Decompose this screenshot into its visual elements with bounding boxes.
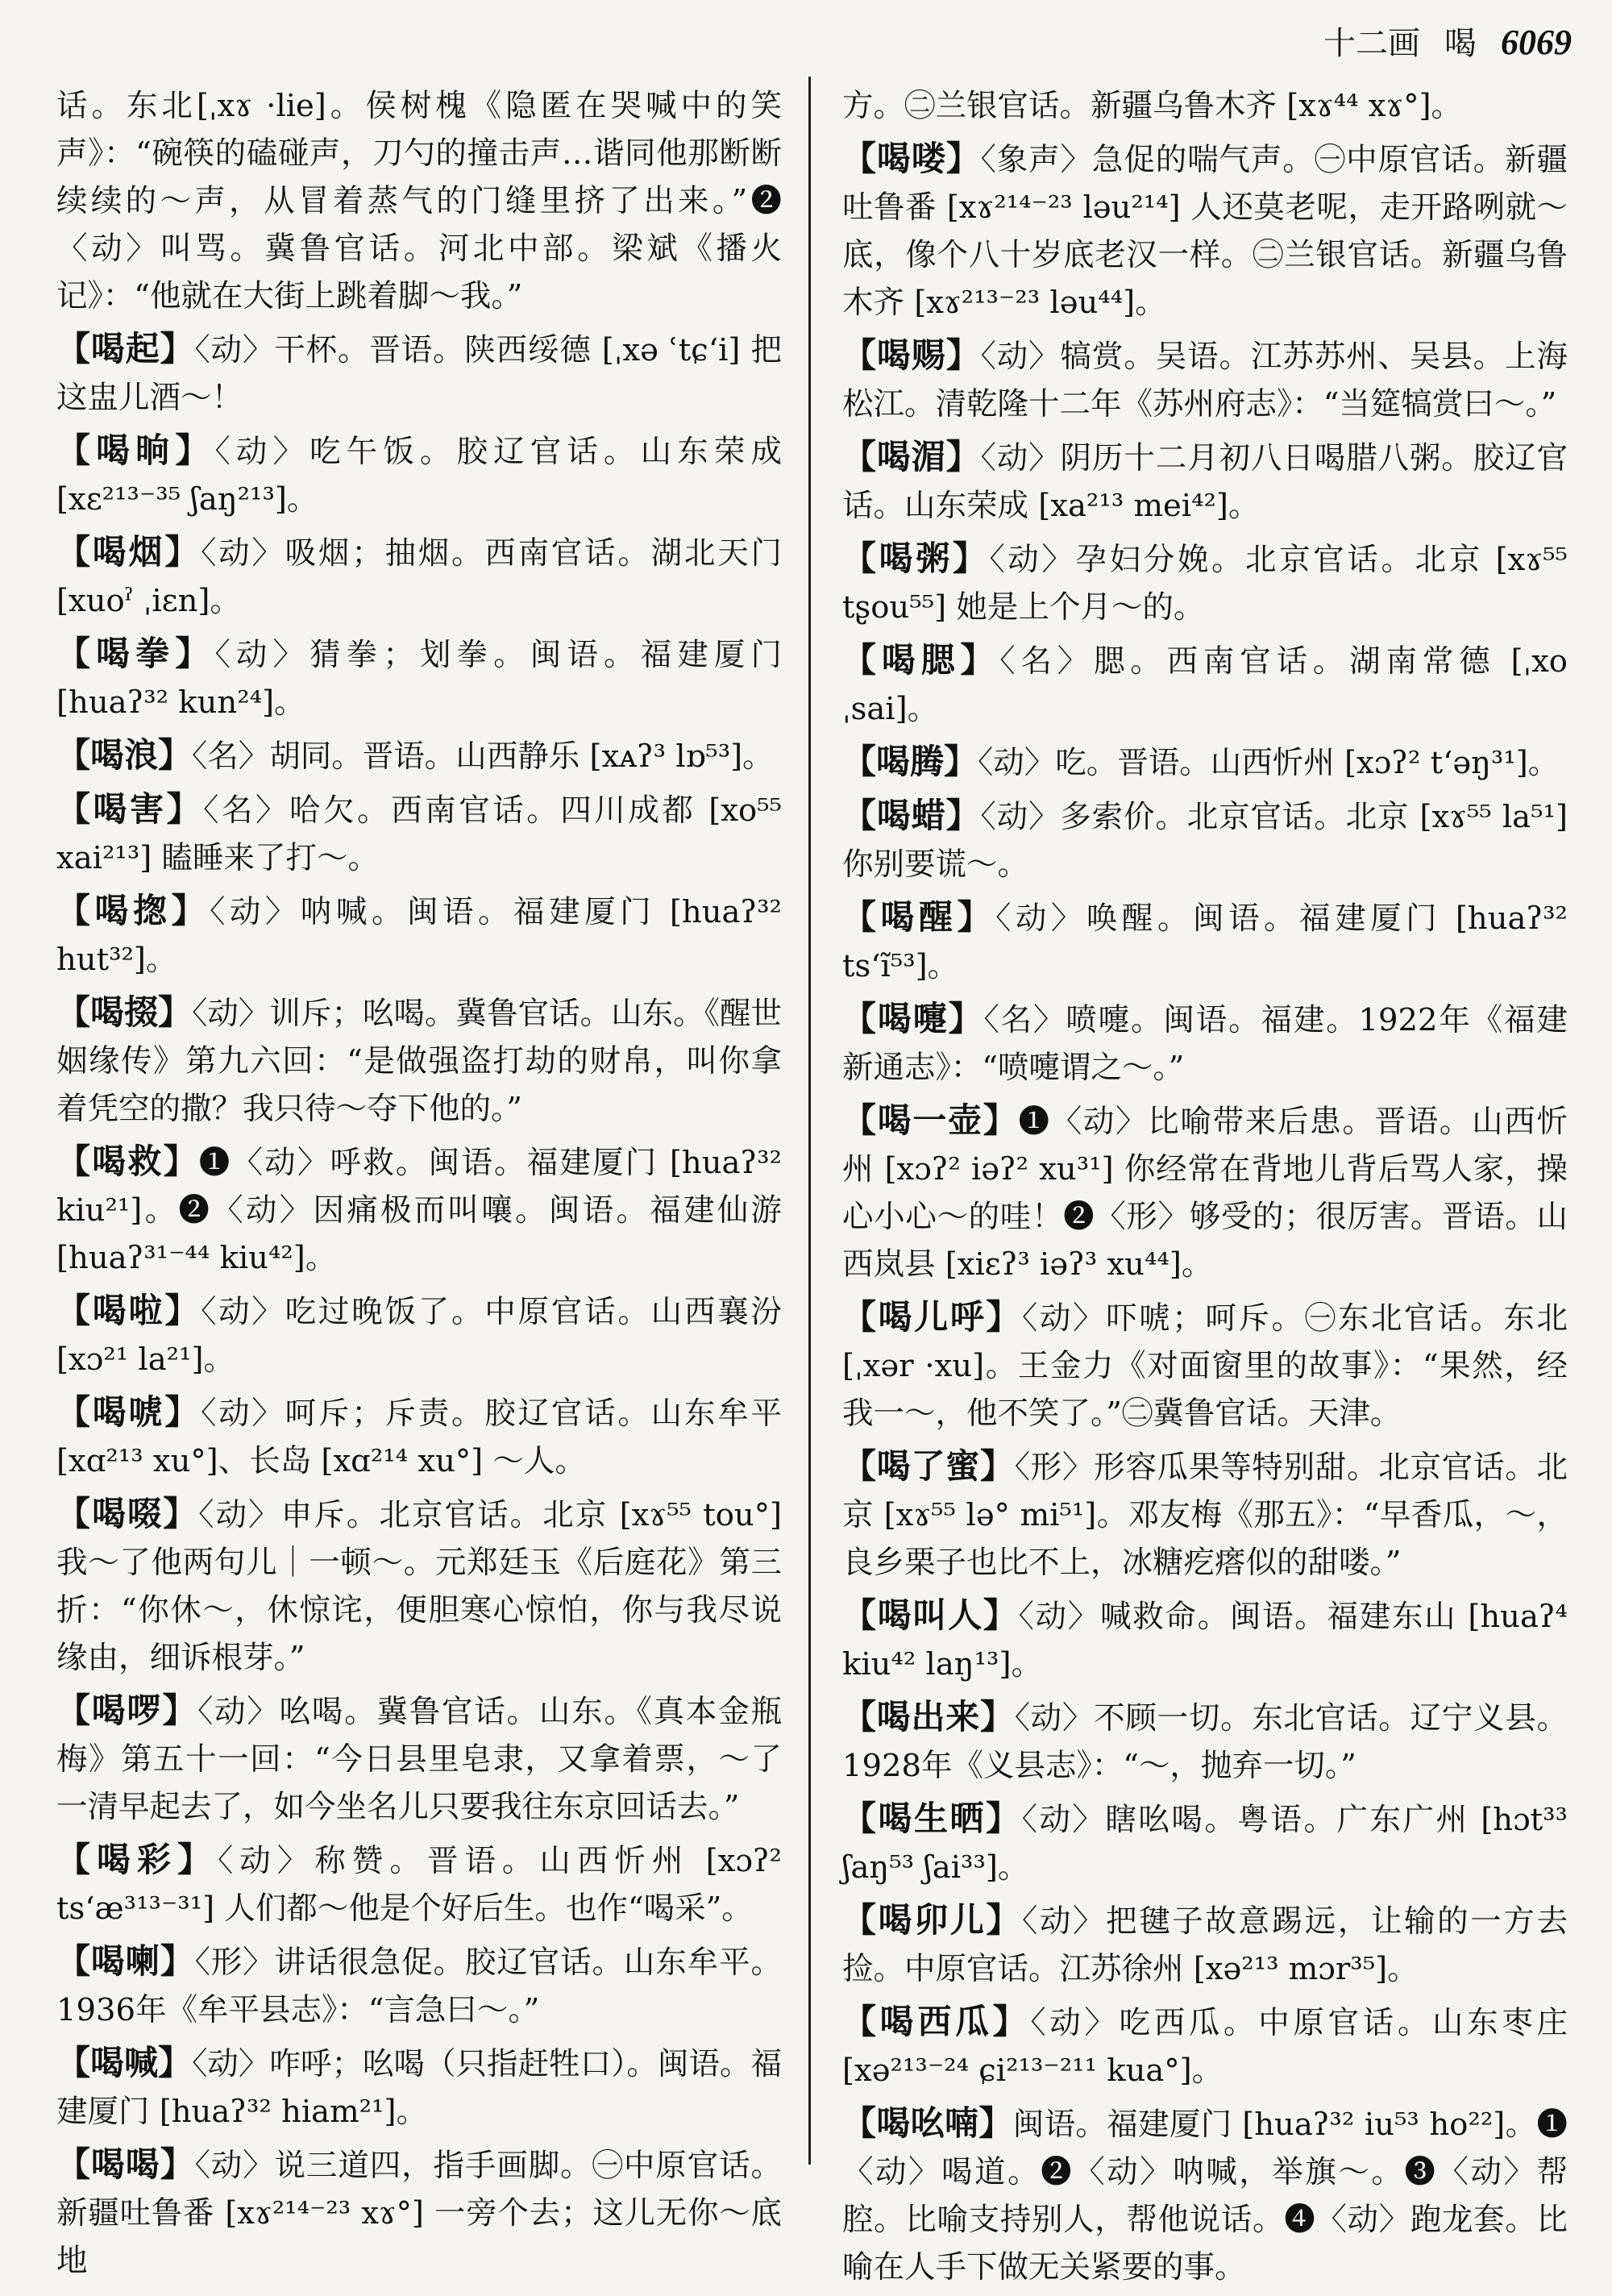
entry-text: 〈形〉形容瓜果等特别甜。北京官话。北京 [xɤ⁵⁵ lə° mi⁵¹]。邓友梅《那五》：“早香瓜，～，良乡栗子也比不上，冰糖疙瘩似的甜喽。” — [842, 1450, 1568, 1581]
dictionary-entry — [56, 1138, 782, 1282]
entry-headword: 【喝掇】 — [56, 992, 193, 1032]
entry-text: 〈动〉吃。晋语。山西忻州 [xɔʔ² tʻəŋ³¹]。 — [978, 745, 1560, 781]
entry-headword: 【喝喇】 — [56, 1941, 195, 1981]
entry-text: 〈名〉哈欠。西南官话。四川成都 [xo⁵⁵ xai²¹³] 瞌睡来了打～。 — [56, 792, 782, 876]
entry-text: 〈动〉犒赏。吴语。江苏苏州、吴县。上海松江。清乾隆十二年《苏州府志》：“当筵犒赏曰～。” — [842, 339, 1568, 422]
entry-headword: 【喝晌】 — [56, 430, 215, 470]
entry-text: 〈动〉猜拳；划拳。闽语。福建厦门 [huaʔ³² kun²⁴]。 — [56, 637, 782, 721]
dictionary-entry — [56, 1388, 782, 1485]
page-header — [1323, 18, 1572, 64]
dictionary-entry — [842, 636, 1568, 733]
dictionary-entry — [56, 2039, 782, 2136]
dictionary-entry — [842, 1293, 1568, 1437]
dictionary-entry — [56, 325, 782, 422]
entry-text: 〈动〉申斥。北京官话。北京 [xɤ⁵⁵ tou°] 我～了他两句儿｜一顿～。元郑廷玉《后庭花》第三折：“你休～，休惊诧，便胆寒心惊怕，你与我尽说缘由，细诉根芽。” — [56, 1497, 782, 1676]
dictionary-entry — [842, 433, 1568, 530]
entry-text: 〈动〉孕妇分娩。北京官话。北京 [xɤ⁵⁵ tʂou⁵⁵] 她是上个月～的。 — [842, 542, 1568, 626]
entry-text: 〈动〉把毽子故意踢远，让输的一方去捡。中原官话。江苏徐州 [xə²¹³ mɔr³⁵]。 — [842, 1903, 1568, 1987]
entry-headword: 【喝醒】 — [842, 897, 996, 937]
entry-text: 〈动〉喊救命。闽语。福建东山 [huaʔ⁴ kiu⁴² laŋ¹³]。 — [842, 1599, 1568, 1682]
left-column — [56, 81, 782, 2290]
entry-text: 〈动〉吃过晚饭了。中原官话。山西襄汾 [xɔ²¹ la²¹]。 — [56, 1294, 782, 1378]
entry-text: 〈名〉胡同。晋语。山西静乐 [xᴀʔ³ lɒ⁵³]。 — [192, 738, 774, 775]
entry-text: 〈动〉吃西瓜。中原官话。山东枣庄 [xə²¹³⁻²⁴ ɕi²¹³⁻²¹¹ kua°]。 — [842, 2005, 1568, 2089]
entry-text: 〈名〉喷嚏。闽语。福建。1922年《福建新通志》：“喷嚏谓之～。” — [842, 1002, 1568, 1086]
dictionary-entry — [842, 135, 1568, 327]
entry-headword: 【喝湄】 — [842, 437, 981, 476]
entry-headword: 【喝揔】 — [56, 891, 210, 930]
entry-headword: 【喝浪】 — [56, 735, 193, 775]
entry-text: 〈动〉多索价。北京官话。北京 [xɤ⁵⁵ la⁵¹] 你别要谎～。 — [842, 799, 1568, 883]
dictionary-entry — [56, 2140, 782, 2285]
dictionary-entry — [56, 731, 782, 780]
entry-text: 〈动〉不顾一切。东北官话。辽宁义县。1928年《义县志》：“～，抛弃一切。” — [842, 1700, 1568, 1784]
dictionary-entry — [842, 1591, 1568, 1688]
entry-text: 〈动〉阴历十二月初八日喝腊八粥。胶辽官话。山东荣成 [xa²¹³ mei⁴²]。 — [842, 440, 1568, 524]
entry-text: 〈动〉说三道四，指手画脚。㊀中原官话。新疆吐鲁番 [xɤ²¹⁴⁻²³ xɤ°] 一旁个去；这儿无你～底地 — [56, 2148, 782, 2279]
dictionary-entry — [842, 1096, 1568, 1288]
entry-headword: 【喝一壶】 — [842, 1100, 1019, 1140]
entry-headword: 【喝卯儿】 — [842, 1900, 1023, 1940]
entry-headword: 【喝害】 — [56, 789, 204, 829]
dictionary-entry — [842, 738, 1568, 787]
entry-text: 〈象声〉急促的喘气声。㊀中原官话。新疆吐鲁番 [xɤ²¹⁴⁻²³ ləu²¹⁴] 人还莫老呢，走开路咧就～底，像个八十岁底老汉一样。㊁兰银官话。新疆乌鲁木齐 [xɤ²¹³⁻²³ ləu⁴⁴]。 — [842, 142, 1568, 321]
dictionary-entry — [56, 528, 782, 625]
entry-headword: 【喝救】 — [56, 1142, 199, 1181]
dictionary-entry — [842, 1998, 1568, 2094]
entry-text: 〈形〉讲话很急促。胶辽官话。山东牟平。1936年《牟平县志》：“言急曰～。” — [56, 1945, 782, 2028]
entry-text: 〈动〉唤醒。闽语。福建厦门 [huaʔ³² tsʻĩ⁵³]。 — [842, 901, 1568, 984]
page-number: 6069 — [1501, 23, 1572, 62]
dictionary-entry — [842, 1896, 1568, 1993]
dictionary-entry — [56, 887, 782, 984]
dictionary-entry — [842, 1795, 1568, 1891]
dictionary-entry — [56, 426, 782, 523]
entry-headword: 【喝啰】 — [56, 1691, 198, 1730]
entry-text: 〈动〉称赞。晋语。山西忻州 [xɔʔ² tsʻæ³¹³⁻³¹] 人们都～他是个好后生。也作“喝采”。 — [56, 1843, 782, 1927]
dictionary-entry — [56, 988, 782, 1133]
entry-headword: 【喝蜡】 — [842, 796, 981, 835]
entry-text: 闽语。福建厦门 [huaʔ³² iu⁵³ ho²²]。❶〈动〉喝道。❷〈动〉呐喊，举旗～。❸〈动〉帮腔。比喻支持别人，帮他说话。❹〈动〉跑龙套。比喻在人手下做无关紧要的事。 — [842, 2107, 1568, 2286]
entry-headword: 【喝粥】 — [842, 539, 990, 578]
dictionary-entry — [842, 534, 1568, 631]
dictionary-entry — [56, 630, 782, 726]
entry-text: 〈动〉呐喊。闽语。福建厦门 [huaʔ³² hut³²]。 — [56, 894, 782, 978]
entry-text: 〈动〉训斥；吆喝。冀鲁官话。山东。《醒世姻缘传》第九六回：“是做强盗打劫的财帛，叫你拿着凭空的撒？我只待～夺下他的。” — [56, 996, 782, 1127]
entry-headword: 【喝西瓜】 — [842, 2002, 1031, 2041]
dictionary-entry — [842, 2099, 1568, 2291]
dictionary-entry — [842, 995, 1568, 1092]
entry-headword: 【喝起】 — [56, 329, 195, 368]
entry-headword: 【喝唬】 — [56, 1392, 202, 1432]
entry-headword: 【喝烟】 — [56, 532, 202, 572]
entry-text: ❶〈动〉比喻带来后患。晋语。山西忻州 [xɔʔ² iəʔ² xu³¹] 你经常在背地儿背后骂人家，操心小心～的哇！❷〈形〉够受的；很厉害。晋语。山西岚县 [xiɛʔ³ iəʔ³ xu⁴⁴]。 — [842, 1104, 1568, 1283]
entry-text: 〈动〉瞎吆喝。粤语。广东广州 [hɔt³³ ʃaŋ⁵³ ʃai³³]。 — [842, 1802, 1568, 1886]
entry-text: 〈动〉吸烟；抽烟。西南官话。湖北天门 [xuoˀ ˌiɛn]。 — [56, 535, 782, 619]
entry-headword: 【喝啜】 — [56, 1494, 199, 1533]
entry-text: 〈动〉呵斥；斥责。胶辽官话。山东牟平 [xɑ²¹³ xu°]、长岛 [xɑ²¹⁴ xu°] ～人。 — [56, 1395, 782, 1479]
entry-text: 〈动〉吃午饭。胶辽官话。山东荣成 [xɛ²¹³⁻³⁵ ʃaŋ²¹³]。 — [56, 434, 782, 518]
section-label: 十二画 — [1323, 25, 1420, 62]
entry-headword: 【喝腾】 — [842, 742, 978, 781]
entry-headword: 【喝啦】 — [56, 1291, 202, 1330]
entry-headword: 【喝嚏】 — [842, 999, 984, 1038]
entry-headword: 【喝儿呼】 — [842, 1297, 1023, 1337]
dictionary-entry — [842, 893, 1568, 990]
entry-text: ❶〈动〉呼救。闽语。福建厦门 [huaʔ³² kiu²¹]。❷〈动〉因痛极而叫嚷。闽语。福建仙游 [huaʔ³¹⁻⁴⁴ kiu⁴²]。 — [56, 1145, 782, 1276]
right-column — [842, 81, 1568, 2296]
entry-headword: 【喝喝】 — [56, 2144, 195, 2184]
entry-headword: 【喝出来】 — [842, 1697, 1015, 1737]
entry-text: 〈动〉吆喝。冀鲁官话。山东。《真本金瓶梅》第五十一回：“今日县里皂隶，又拿着票，～了一清早起去了，如今坐名儿只要我往东京回话去。” — [56, 1694, 782, 1825]
entry-text: 方。㊁兰银官话。新疆乌鲁木齐 [xɤ⁴⁴ xɤ°]。 — [842, 88, 1462, 124]
entry-headword: 【喝喊】 — [56, 2043, 193, 2082]
dictionary-entry — [56, 1687, 782, 1831]
entry-text: 〈动〉咋呼；吆喝（只指赶牲口）。闽语。福建厦门 [huaʔ³² hiam²¹]。 — [56, 2046, 782, 2130]
entry-text: 〈动〉吓唬；呵斥。㊀东北官话。东北 [ˌxər ·xu]。王金力《对面窗里的故事》：“果然，经我一～，他不笑了。”㊁冀鲁官话。天津。 — [842, 1300, 1568, 1432]
entry-headword: 【喝彩】 — [56, 1840, 218, 1879]
entry-headword: 【喝了蜜】 — [842, 1446, 1015, 1486]
dictionary-entry — [56, 1287, 782, 1383]
dictionary-entry — [842, 1442, 1568, 1587]
dictionary-entry — [56, 1937, 782, 2034]
entry-headword: 【喝叫人】 — [842, 1595, 1019, 1635]
entry-text: 〈动〉干杯。晋语。陕西绥德 [ˌxə ʿtɕʻi] 把这盅儿酒～！ — [56, 332, 782, 416]
entry-headword: 【喝拳】 — [56, 634, 215, 673]
dictionary-entry — [56, 785, 782, 882]
dictionary-entry — [842, 792, 1568, 888]
entry-text: 〈名〉腮。西南官话。湖南常德 [ˌxo ˌsai]。 — [842, 643, 1568, 727]
dictionary-entry — [56, 1836, 782, 1932]
entry-headword: 【喝喽】 — [842, 139, 981, 178]
radical-label: 喝 — [1444, 25, 1477, 62]
entry-headword: 【喝吆喃】 — [842, 2103, 1013, 2143]
dictionary-entry — [842, 1693, 1568, 1790]
entry-text: 话。东北[ˌxɤ ·lie]。侯树槐《隐匿在哭喊中的笑声》：“碗筷的磕碰声，刀勺的撞击声…谐同他那断断续续的～声，从冒着蒸气的门缝里挤了出来。”❷〈动〉叫骂。冀鲁官话。河北中部。梁斌《播火记》：“他就在大街上跳着脚～我。” — [56, 88, 782, 314]
dictionary-entry — [56, 81, 782, 320]
dictionary-entry — [842, 331, 1568, 428]
dictionary-entry — [842, 81, 1568, 130]
dictionary-entry — [56, 1490, 782, 1682]
entry-headword: 【喝腮】 — [842, 640, 1000, 680]
column-divider — [808, 77, 811, 2165]
entry-headword: 【喝赐】 — [842, 335, 981, 375]
entry-headword: 【喝生晒】 — [842, 1799, 1022, 1838]
